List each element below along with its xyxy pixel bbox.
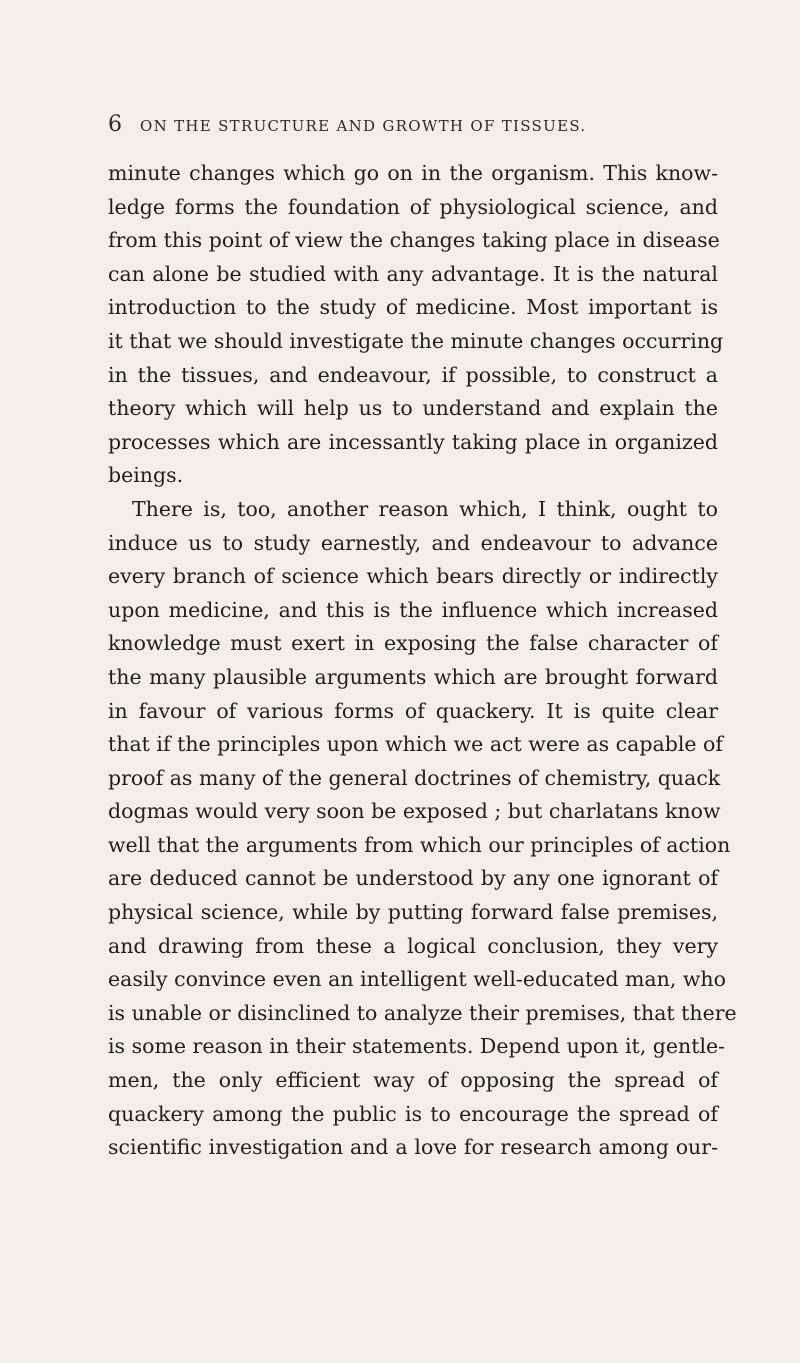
text-line: knowledge must exert in exposing the false character of	[108, 631, 718, 656]
text-line: There is, too, another reason which, I think, ought to	[132, 496, 718, 521]
text-line: can alone be studied with any advantage. It is the natural	[108, 261, 718, 286]
text-line: scientific investigation and a love for research among our-	[108, 1135, 718, 1160]
text-line: is unable or disinclined to analyze their premises, that there	[108, 1000, 737, 1025]
text-line: proof as many of the general doctrines of chemistry, quack	[108, 765, 721, 790]
text-line: the many plausible arguments which are brought forward	[108, 664, 718, 689]
text-line: dogmas would very soon be exposed ; but charlatans know	[108, 799, 721, 824]
text-line: and drawing from these a logical conclusion, they very	[108, 933, 718, 958]
body-text	[108, 157, 737, 1165]
text-line: introduction to the study of medicine. Most important is	[108, 295, 718, 320]
text-line: ledge forms the foundation of physiological science, and	[108, 194, 718, 219]
text-line: induce us to study earnestly, and endeavour to advance	[108, 530, 718, 555]
running-head	[108, 110, 668, 140]
text-line: quackery among the public is to encourage the spread of	[108, 1101, 718, 1126]
text-line: physical science, while by putting forward false premises,	[108, 900, 718, 925]
text-line: theory which will help us to understand and explain the	[108, 396, 718, 421]
text-line: it that we should investigate the minute changes occurring	[108, 328, 724, 353]
text-line: easily convince even an intelligent well-educated man, who	[108, 967, 726, 992]
text-line: well that the arguments from which our principles of action	[108, 832, 731, 857]
text-line: in favour of various forms of quackery. It is quite clear	[108, 698, 718, 723]
text-line: every branch of science which bears directly or indirectly	[108, 564, 718, 589]
text-line: minute changes which go on in the organism. This know-	[108, 161, 718, 185]
text-line: in the tissues, and endeavour, if possible, to construct a	[108, 362, 718, 387]
text-line: are deduced cannot be understood by any one ignorant of	[108, 866, 718, 891]
text-line: processes which are incessantly taking place in organized	[108, 429, 718, 454]
running-title: ON THE STRUCTURE AND GROWTH OF TISSUES.	[140, 117, 587, 135]
text-line: men, the only efficient way of opposing the spread of	[108, 1068, 718, 1093]
text-line: that if the principles upon which we act were as capable of	[108, 732, 723, 757]
text-line: is some reason in their statements. Depend upon it, gentle-	[108, 1034, 726, 1059]
page-number: 6	[108, 112, 122, 137]
text-line: from this point of view the changes taking place in disease	[108, 228, 720, 253]
text-line: upon medicine, and this is the influence which increased	[108, 597, 718, 622]
text-line: beings.	[108, 463, 184, 488]
